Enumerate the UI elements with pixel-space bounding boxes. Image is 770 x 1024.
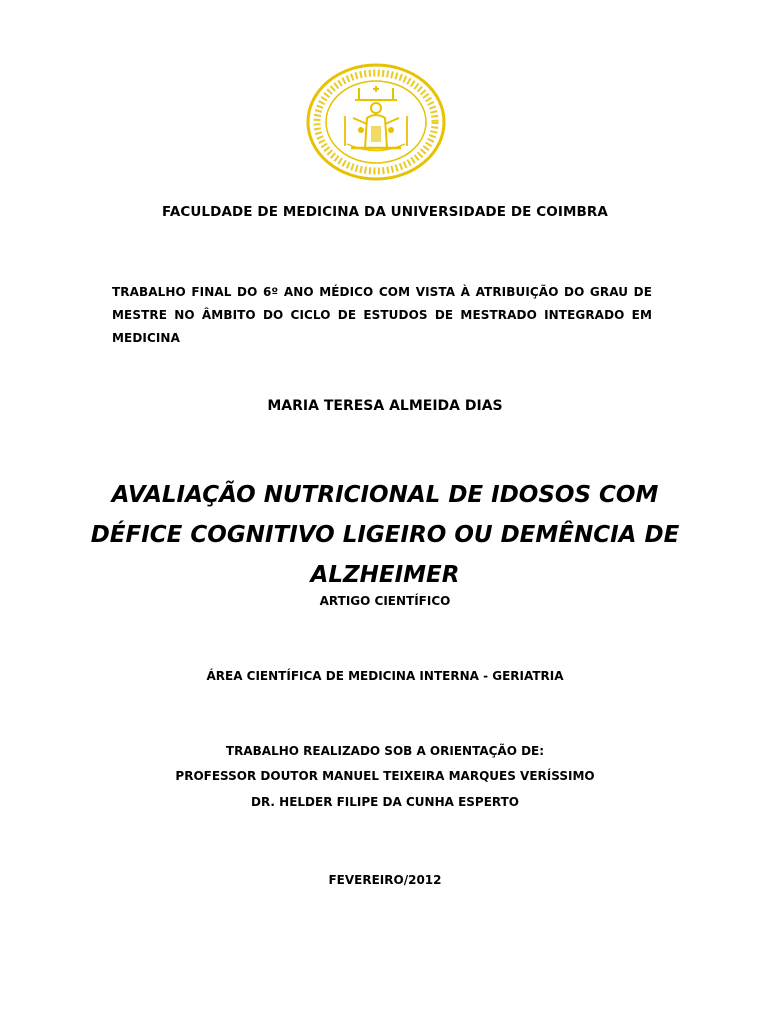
scientific-area: ÁREA CIENTÍFICA DE MEDICINA INTERNA - GERIATRIA <box>206 669 564 683</box>
submission-date: FEVEREIRO/2012 <box>328 873 442 887</box>
article-type: ARTIGO CIENTÍFICO <box>319 594 451 608</box>
thesis-title <box>80 475 690 595</box>
thesis-title-line: DÉFICE COGNITIVO LIGEIRO OU DEMÊNCIA DE <box>90 522 680 548</box>
thesis-purpose: TRABALHO FINAL DO 6º ANO MÉDICO COM VISTA À ATRIBUIÇÃO DO GRAU DE MESTRE NO ÂMBITO DO CICLO DE ESTUDOS DE MESTRADO INTEGRADO EM MEDICINA <box>112 285 652 345</box>
thesis-title-line: ALZHEIMER <box>310 562 460 588</box>
supervision-label: TRABALHO REALIZADO SOB A ORIENTAÇÃO DE: <box>225 744 545 758</box>
supervisor-name: DR. HELDER FILIPE DA CUNHA ESPERTO <box>250 795 519 809</box>
thesis-title-line: AVALIAÇÃO NUTRICIONAL DE IDOSOS COM <box>111 482 659 508</box>
author-name: MARIA TERESA ALMEIDA DIAS <box>267 398 503 414</box>
faculty-name: FACULDADE DE MEDICINA DA UNIVERSIDADE DE COIMBRA <box>162 204 608 220</box>
supervisor-name: PROFESSOR DOUTOR MANUEL TEIXEIRA MARQUES VERÍSSIMO <box>175 769 595 783</box>
university-seal-icon <box>305 62 447 182</box>
